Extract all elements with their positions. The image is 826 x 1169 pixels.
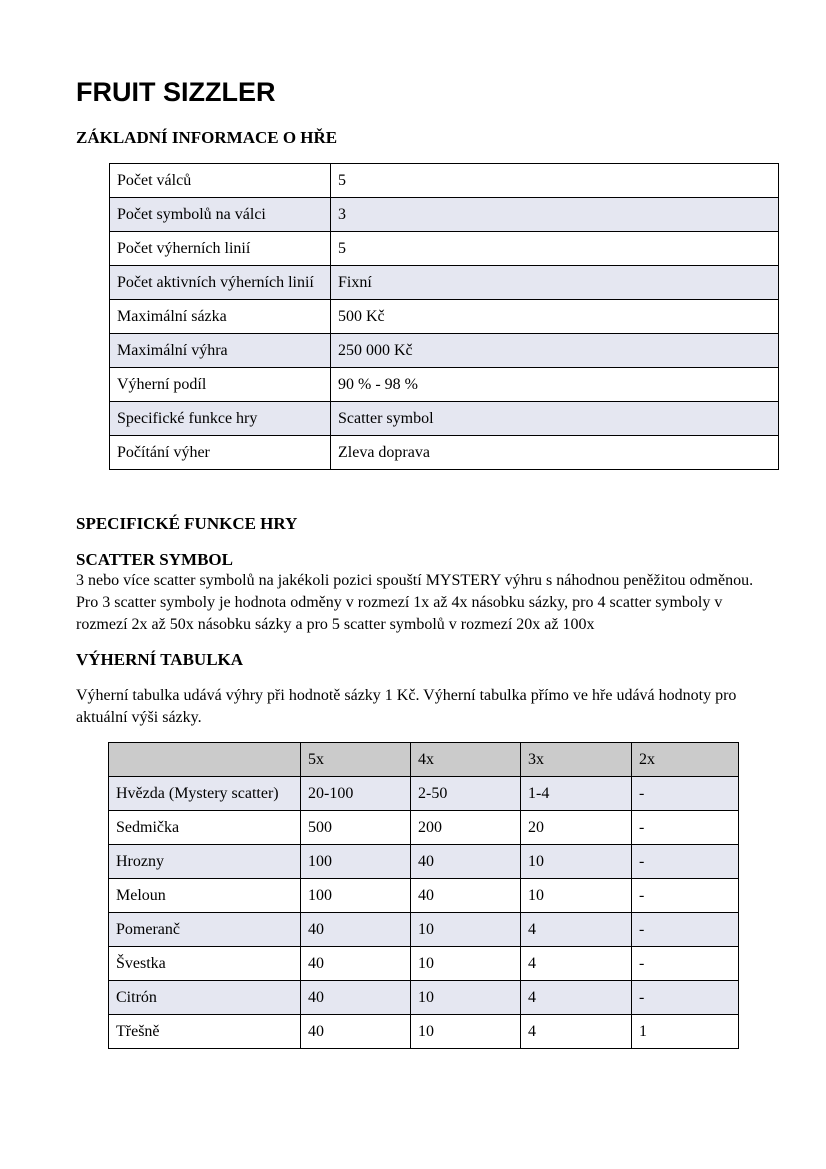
paytable-row xyxy=(109,777,739,811)
basic-info-heading: ZÁKLADNÍ INFORMACE O HŘE xyxy=(76,128,338,147)
paytable-value: 10 xyxy=(521,845,632,879)
paytable-value: - xyxy=(632,981,739,1015)
paytable-symbol-name: Sedmička xyxy=(109,811,301,845)
paytable-column-header: 3x xyxy=(521,743,632,777)
basic-info-row xyxy=(110,164,779,198)
info-value: 250 000 Kč xyxy=(331,334,779,368)
paytable-value: 40 xyxy=(301,981,411,1015)
paytable xyxy=(108,742,739,1049)
paytable-description: Výherní tabulka udává výhry při hodnotě sázky 1 Kč. Výherní tabulka přímo ve hře udává hodnoty pro aktuální výši sázky. xyxy=(76,687,737,726)
paytable-heading: VÝHERNÍ TABULKA xyxy=(76,650,244,669)
paytable-value: - xyxy=(632,947,739,981)
paytable-value: - xyxy=(632,811,739,845)
paytable-symbol-name: Pomeranč xyxy=(109,913,301,947)
paytable-value: 4 xyxy=(521,913,632,947)
info-label: Počítání výher xyxy=(110,436,331,470)
info-value: 90 % - 98 % xyxy=(331,368,779,402)
special-features-heading: SPECIFICKÉ FUNKCE HRY xyxy=(76,514,298,533)
info-label: Výherní podíl xyxy=(110,368,331,402)
paytable-value: - xyxy=(632,845,739,879)
paytable-head xyxy=(109,743,739,777)
paytable-value: 4 xyxy=(521,981,632,1015)
info-value: 3 xyxy=(331,198,779,232)
paytable-symbol-name: Hvězda (Mystery scatter) xyxy=(109,777,301,811)
info-label: Specifické funkce hry xyxy=(110,402,331,436)
paytable-value: 200 xyxy=(411,811,521,845)
basic-info-row xyxy=(110,198,779,232)
paytable-row xyxy=(109,811,739,845)
paytable-value: 10 xyxy=(411,981,521,1015)
paytable-symbol-name: Švestka xyxy=(109,947,301,981)
basic-info-row xyxy=(110,436,779,470)
paytable-row xyxy=(109,845,739,879)
info-value: 500 Kč xyxy=(331,300,779,334)
basic-info-row xyxy=(110,300,779,334)
info-label: Počet aktivních výherních linií xyxy=(110,266,331,300)
paytable-value: 10 xyxy=(411,913,521,947)
paytable-value: - xyxy=(632,879,739,913)
paytable-value: 1 xyxy=(632,1015,739,1049)
scatter-symbol-text: 3 nebo více scatter symbolů na jakékoli pozici spouští MYSTERY výhru s náhodnou peněžitou odměnou. Pro 3 scatter symboly je hodnota odměny v rozmezí 1x až 4x násobku sázky, pro 4 scatter symboly v rozmezí 2x až 50x násobku sázky a pro 5 scatter symbolů v rozmezí 20x až 100x xyxy=(76,572,754,633)
info-value: Scatter symbol xyxy=(331,402,779,436)
basic-info-row xyxy=(110,232,779,266)
paytable-column-header: 5x xyxy=(301,743,411,777)
paytable-value: 4 xyxy=(521,947,632,981)
info-label: Počet výherních linií xyxy=(110,232,331,266)
page-title: FRUIT SIZZLER xyxy=(76,77,276,107)
paytable-value: 40 xyxy=(411,845,521,879)
paytable-symbol-name: Citrón xyxy=(109,981,301,1015)
paytable-symbol-name: Hrozny xyxy=(109,845,301,879)
paytable-value: - xyxy=(632,777,739,811)
paytable-value: 10 xyxy=(411,947,521,981)
paytable-value: 500 xyxy=(301,811,411,845)
info-value: Zleva doprava xyxy=(331,436,779,470)
info-value: 5 xyxy=(331,232,779,266)
info-label: Počet symbolů na válci xyxy=(110,198,331,232)
info-value: Fixní xyxy=(331,266,779,300)
basic-info-table xyxy=(109,163,779,470)
paytable-column-header: 4x xyxy=(411,743,521,777)
paytable-row xyxy=(109,981,739,1015)
paytable-value: 20 xyxy=(521,811,632,845)
paytable-row xyxy=(109,1015,739,1049)
scatter-symbol-heading: SCATTER SYMBOL xyxy=(76,550,233,569)
basic-info-row xyxy=(110,402,779,436)
basic-info-table-body xyxy=(110,164,779,470)
paytable-value: 10 xyxy=(521,879,632,913)
paytable-column-header: 2x xyxy=(632,743,739,777)
paytable-header-row xyxy=(109,743,739,777)
paytable-value: 10 xyxy=(411,1015,521,1049)
paytable-value: 100 xyxy=(301,879,411,913)
paytable-value: 40 xyxy=(411,879,521,913)
paytable-column-header xyxy=(109,743,301,777)
paytable-value: 4 xyxy=(521,1015,632,1049)
basic-info-row xyxy=(110,368,779,402)
paytable-value: - xyxy=(632,913,739,947)
paytable-row xyxy=(109,879,739,913)
paytable-value: 1-4 xyxy=(521,777,632,811)
paytable-symbol-name: Meloun xyxy=(109,879,301,913)
paytable-body xyxy=(109,777,739,1049)
paytable-value: 40 xyxy=(301,1015,411,1049)
info-label: Maximální sázka xyxy=(110,300,331,334)
paytable-value: 2-50 xyxy=(411,777,521,811)
basic-info-row xyxy=(110,334,779,368)
paytable-symbol-name: Třešně xyxy=(109,1015,301,1049)
basic-info-row xyxy=(110,266,779,300)
paytable-value: 100 xyxy=(301,845,411,879)
paytable-value: 20-100 xyxy=(301,777,411,811)
paytable-value: 40 xyxy=(301,913,411,947)
paytable-row xyxy=(109,913,739,947)
info-value: 5 xyxy=(331,164,779,198)
paytable-value: 40 xyxy=(301,947,411,981)
paytable-row xyxy=(109,947,739,981)
info-label: Počet válců xyxy=(110,164,331,198)
info-label: Maximální výhra xyxy=(110,334,331,368)
